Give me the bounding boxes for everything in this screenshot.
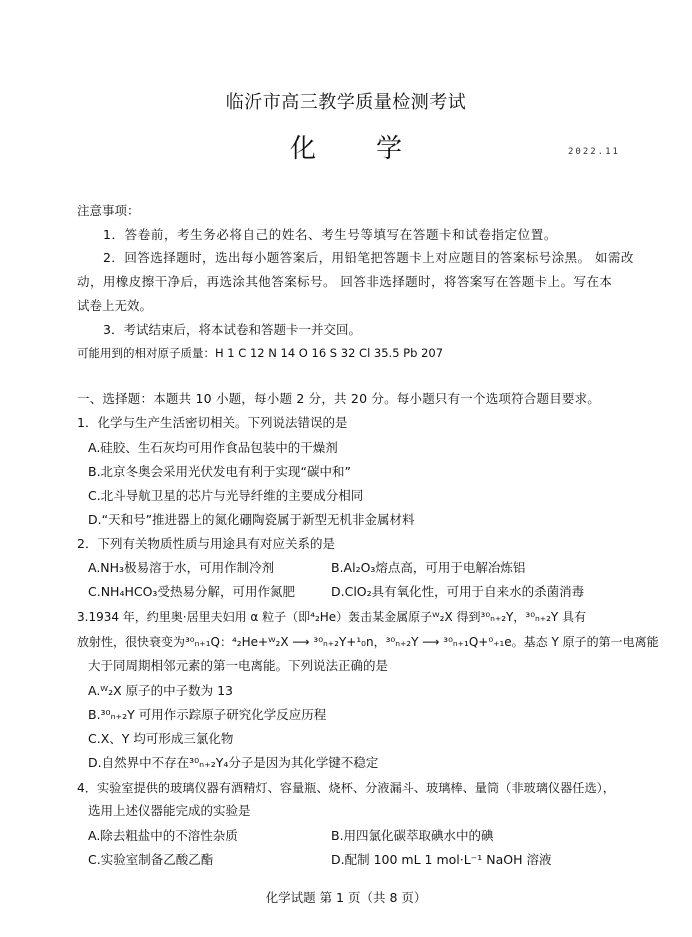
subject-title	[290, 128, 402, 165]
q3-option-b: B.³⁰ₙ₊₂Y 可用作示踪原子研究化学反应历程	[88, 707, 327, 722]
date-code: 2022.11	[568, 147, 620, 157]
subject-char-2: 学	[376, 134, 403, 164]
q3-option-c: C.X、Y 均可形成三氯化物	[88, 731, 234, 746]
q2-option-a: A.NH₃极易溶于水，可用作制冷剂	[88, 560, 275, 575]
notice-item-3: 3．考试结束后，将本试卷和答题卡一并交回。	[103, 322, 361, 337]
q3-option-a: A.ᵂ₂X 原子的中子数为 13	[88, 683, 234, 698]
q1-option-d: D.“天和号”推进器上的氮化硼陶瓷属于新型无机非金属材料	[88, 512, 415, 527]
q1-stem: 1．化学与生产生活密切相关。下列说法错误的是	[77, 415, 348, 430]
exam-title: 临沂市高三教学质量检测考试	[225, 92, 467, 113]
notice-item-1: 1．答卷前，考生务必将自己的姓名、考生号等填写在答题卡和试卷指定位置。	[103, 227, 557, 242]
q3-stem-line-1: 3.1934 年，约里奥·居里夫妇用 α 粒子（即⁴₂He）轰击某金属原子ᵂ₂X 得到³⁰ₙ₊₂Y，³⁰ₙ₊₂Y 具有	[77, 610, 587, 624]
q4-stem-line-1: 4．实验室提供的玻璃仪器有酒精灯、容量瓶、烧杯、分液漏斗、玻璃棒、量筒（非玻璃仪器任选），	[77, 781, 615, 795]
q3-stem-line-3: 大于同周期相邻元素的第一电离能。下列说法正确的是	[88, 658, 389, 673]
notice-item-2-line-2: 动，用橡皮擦干净后，再选涂其他答案标号。 回答非选择题时，将答案写在答题卡上。写在本	[77, 274, 613, 289]
q3-option-d: D.自然界中不存在³⁰ₙ₊₂Y₄分子是因为其化学键不稳定	[88, 755, 379, 770]
q2-stem: 2．下列有关物质性质与用途具有对应关系的是	[77, 536, 335, 551]
q4-option-a: A.除去粗盐中的不溶性杂质	[88, 828, 238, 843]
q1-option-c: C.北斗导航卫星的芯片与光导纤维的主要成分相同	[88, 488, 364, 503]
q2-option-d: D.ClO₂具有氧化性，可用于自来水的杀菌消毒	[331, 584, 585, 599]
q4-option-c: C.实验室制备乙酸乙酯	[88, 852, 214, 867]
q3-stem-line-2: 放射性，很快衰变为³⁰ₙ₊₁Q：⁴₂He+ᵂ₂X ⟶ ³⁰ₙ₊₂Y+¹₀n，³⁰ₙ₊₂Y ⟶ ³⁰ₙ₊₁Q+⁰₊₁e。基态 Y 原子的第一电离能	[77, 635, 659, 649]
q2-option-b: B.Al₂O₃熔点高，可用于电解冶炼铝	[331, 560, 526, 575]
notice-item-2-line-3: 试卷上无效。	[77, 298, 153, 313]
q1-option-b: B.北京冬奥会采用光伏发电有利于实现“碳中和”	[88, 464, 352, 479]
q2-option-c: C.NH₄HCO₃受热易分解，可用作氮肥	[88, 584, 295, 599]
subject-char-1: 化	[290, 134, 317, 164]
atomic-mass-line: 可能用到的相对原子质量：H 1 C 12 N 14 O 16 S 32 Cl 35.5 Pb 207	[77, 346, 444, 360]
q4-option-d: D.配制 100 mL 1 mol·L⁻¹ NaOH 溶液	[331, 852, 552, 867]
q1-option-a: A.硅胶、生石灰均可用作食品包装中的干燥剂	[88, 440, 338, 455]
notice-heading: 注意事项：	[77, 203, 140, 218]
q4-option-b: B.用四氯化碳萃取碘水中的碘	[331, 828, 494, 843]
section-heading: 一、选择题：本题共 10 小题，每小题 2 分，共 20 分。每小题只有一个选项符合题目要求。	[77, 391, 601, 406]
page-footer: 化学试题 第 1 页（共 8 页）	[265, 890, 427, 905]
q4-stem-line-2: 选用上述仪器能完成的实验是	[88, 803, 251, 818]
notice-item-2-line-1: 2．回答选择题时，选出每小题答案后，用铅笔把答题卡上对应题目的答案标号涂黑。 如需改	[103, 250, 634, 265]
